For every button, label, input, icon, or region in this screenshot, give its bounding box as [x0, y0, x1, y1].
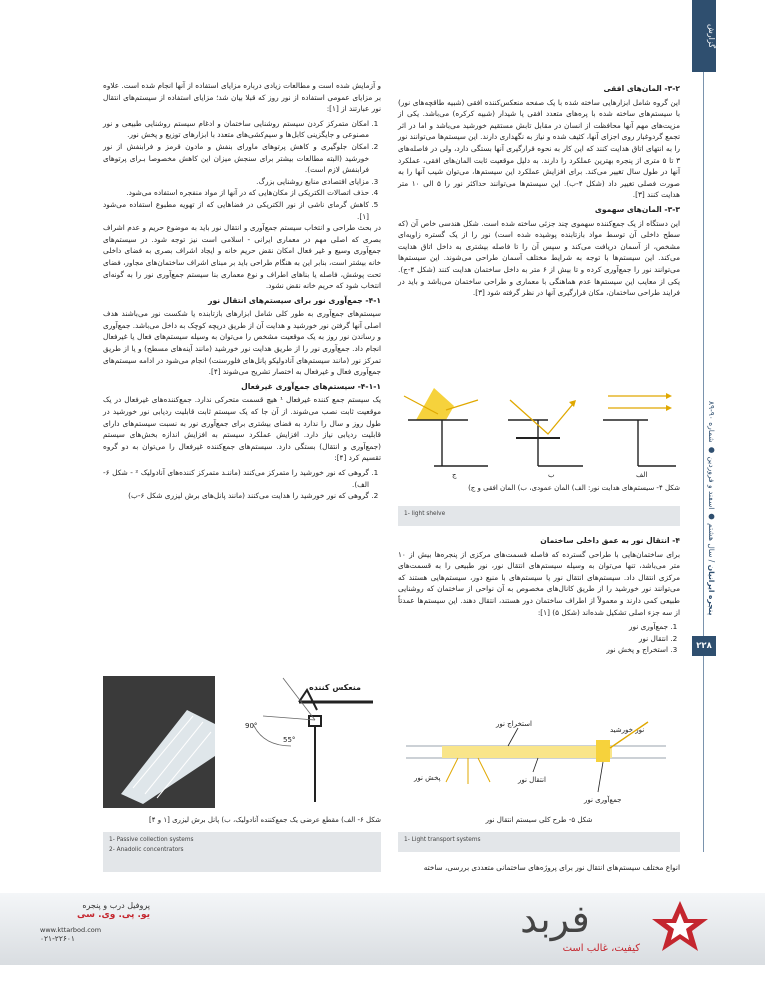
- list-item: 5. کاهش گرمای ناشی از نور الکتریکی در فضاهایی که از تهویه مطبوع استفاده می‌شود [۱].: [103, 199, 369, 222]
- heading-parabolic-elements: ۳-۳- المان‌های سهموی: [594, 204, 680, 214]
- label-diffusion: پخش نور: [414, 774, 441, 782]
- angle-55: 55°: [283, 736, 296, 744]
- advertisement-band: [0, 893, 765, 965]
- reflector-shape: [299, 690, 317, 710]
- ad-product-line: پروفیل درب و پنجره: [82, 901, 150, 910]
- para-tail: انواع مختلف سیستم‌های انتقال نور برای پروژه‌های ساختمانی متعددی بررسی، ساخته: [423, 863, 680, 872]
- label-reflector: منعکس کننده: [309, 683, 362, 692]
- figure-6-caption: شکل ۶- الف) مقطع عرضی یک جمع‌کننده آنادولیک، ب) پانل برش لیزری [۱ و ۴]: [149, 816, 381, 824]
- label-c: ج: [452, 471, 457, 479]
- figure-5: [398, 712, 680, 808]
- journal-sidebar: [692, 0, 716, 990]
- footnote-anadolic: 2- Anadolic concentrators: [109, 847, 184, 853]
- footnote-box-1: [398, 506, 680, 526]
- heading-horizontal-elements: ۳-۲- المان‌های افقی: [603, 84, 680, 93]
- footnote-light-shelve: 1- light shelve: [404, 511, 446, 517]
- transport-components-list: [398, 621, 680, 656]
- label-a: الف: [636, 471, 648, 479]
- angle-90: 90°: [245, 722, 258, 730]
- figure-6: [103, 676, 381, 808]
- list-item: 4. حذف اتصالات الکتریکی از مکان‌هایی که در آنها از مواد منفجره استفاده می‌شود.: [103, 187, 369, 199]
- heading-light-collection: ۴-۱- جمع‌آوری نور برای سیستم‌های انتقال نور: [208, 295, 381, 305]
- figure-5-diagram: [398, 712, 680, 808]
- brand-slogan: کیفیت، غالب است: [562, 943, 640, 954]
- diffuse-ray-1: [446, 758, 458, 782]
- journal-name: پنجره ایرانیان: [707, 564, 716, 616]
- list-item: 3. استخراج و پخش نور: [398, 644, 668, 656]
- label-extraction: استخراج نور: [496, 720, 532, 728]
- leader-transport: [533, 758, 538, 772]
- heading-light-transport: ۴- انتقال نور به عمق داخلی ساختمان: [540, 536, 680, 545]
- label-collection: جمع‌آوری نور: [584, 796, 622, 804]
- right-column-tail: [398, 862, 680, 877]
- list-item: 2. گروهی که نور خورشید را هدایت می‌کنند (مانند پانل‌های برش لیزری شکل ۶-ب): [103, 490, 369, 502]
- para-horizontal-elements: این گروه شامل ابزارهایی ساخته شده با یک صفحه منعکس‌کننده افقی (شبیه طاقچه‌های نور) با سیستم‌های ساخته شده با پره‌های متعدد افقی یا شیدار (شبیه کرکره) می‌باشد. یکی از مزیت‌های مهم آنها محافظت از انسان در مقابل تابش مستقیم خورشید می‌باشد و اما در اثر تجمع گردوغبار روی اجزای آنها، کثیف شده و نیاز به نگهداری دارند. این سیستم‌ها می‌توانند نور را به انتهای اتاق هدایت کنند که این کار به نحوه قرارگیری آنها بستگی دارد، ولی در فاصله‌های ۳ تا ۵ متری از پنجره بهترین عملکرد را دارند. به دلیل موقعیت ثابت المان‌های افقی، عملکرد آنها در طول سال تغییر می‌کند. برای افزایش عملکرد این سیستم‌ها، می‌توان شیب آنها را به صورت فصلی تغییر داد (شکل ۴-ب). این سیستم‌ها می‌توانند حداکثر نور را ۵ الی ۱۰ متر هدایت کنند [۳].: [398, 97, 680, 200]
- light-duct: [442, 746, 612, 758]
- para-passive-collection: یک سیستم جمع کننده غیرفعال ¹ هیچ قسمت متحرکی ندارد. جمع‌کننده‌های غیرفعال در یک موقعیت ثابت نصب می‌شوند. از آن جا که یک سیستم ثابت قابلیت ردیابی نور خورشید در طول روز و سال را ندارد به فضای بیشتری برای جمع‌آوری نور به نسبت سیستم‌های دارای قابلیت ردیابی نیاز دارد. افزایش عملکرد سیستم به افزایش اندازه بخش‌های سیستم (جمع‌آوری و انتقال) بستگی دارد. سیستم‌های جمع‌کننده غیرفعال را می‌توان به دو گروه تقسیم کرد [۴]:: [103, 395, 382, 463]
- aperture-box: [309, 716, 321, 726]
- page-number: ۲۲۸: [692, 636, 716, 656]
- figure-4-caption: شکل ۴- سیستم‌های هدایت نور: الف) المان عمودی، ب) المان افقی و ج): [468, 484, 680, 492]
- footnote-box-3: [103, 832, 381, 872]
- heading-passive-collection: ۴-۱-۱- سیستم‌های جمع‌آوری غیرفعال: [241, 381, 381, 391]
- ad-phone: ۰۲۱-۲۲۶۰۱: [40, 934, 75, 943]
- right-column-lower: [398, 532, 680, 656]
- figure-4-diagram: [398, 380, 680, 480]
- journal-info: [692, 388, 716, 628]
- arrow-a-2: [666, 405, 672, 411]
- ad-website[interactable]: www.kttarbod.com: [40, 926, 102, 934]
- right-column: [398, 80, 680, 302]
- collector-head: [596, 740, 610, 762]
- list-item: 2. امکان جلوگیری و کاهش پرتوهای ماورای بنفش و مادون قرمز و فرابنفش از نور خورشید (البته مطالعات بیشتر برای سنجش میزان این کاهش مخصوصا بـرای پرتوهای فرابنفش لازم است).: [103, 141, 369, 176]
- label-transport: انتقال نور: [518, 776, 546, 784]
- section-tab-label: گزارش: [707, 23, 716, 49]
- footnote-passive: 1- Passive collection systems: [109, 837, 194, 843]
- incidence-line-2: [263, 716, 315, 720]
- arrow-a-1: [666, 393, 672, 399]
- list-item: 2. انتقال نور: [398, 633, 668, 645]
- list-item: 1. گروهی که نور خورشید را متمرکز می‌کنند (ماننـد متمرکز کننده‌های آنادولیک ² - شکل ۶-الف).: [103, 467, 369, 490]
- ray-b: [510, 400, 573, 434]
- para-intro-benefits: و آزمایش شده است و مطالعات زیادی درباره مزایای استفاده از آنها انجام شده است. علاوه بر مزایای عمومی استفاده از نور روز که قبلا بیان شد؛ مزایای استفاده از سیستم‌های انتقال نور عبارتند از [۱]:: [103, 81, 381, 114]
- list-item: 3. مزایای اقتصادی منابع روشنایی بزرگ.: [103, 176, 369, 188]
- section-tab: [692, 0, 716, 72]
- para-light-transport: برای ساختمان‌هایی با طراحی گسترده که فاصله قسمت‌های مرکزی از پنجره‌ها بیش از ۱۰ متر می‌باشد، تنها می‌توان به وسیله سیستم‌های انتقال نور، نور طبیعی را به قسمت‌های مرکزی انتقال داد. سیستم‌های انتقال نور یا سیستم‌های با منبع دور، سیستم‌هایی هستند که می‌توانند نور خورشید را از طریق کانال‌های مخصوص به آن نواحی از ساختمان که روشنایی طبیعی کمی دارند و معمولاً از اطراف ساختمان دور هستند، انتقال دهند. این سیستم‌ها عمدتاً از سه جزء اصلی تشکیل شده‌اند (شکل ۵) [۱]:: [398, 549, 680, 617]
- para-privacy: در بحث طراحی و انتخاب سیستم جمع‌آوری و انتقال نور باید به موضوع حریم و عدم اشراف بصری که اصلی مهم در معماری ایرانی - اسلامی است نیز توجه شود. در سیستم‌های جمع‌آوری وسیع و غیر فعال امکان نقض حریم خانه و ایجاد اشراف بصری به فضای داخلی خانه بیشتر است، بنابر این به هنگام طراحی باید بر مبنای اشراف ساختمان‌های مجاور، فضای تحت پوشش، فاصله یا بناهای اطراف و نوع معماری بنا سیستم جمع‌آوری نور را به گونه‌ای انتخاب شود که حریم خانه نقض نشود.: [103, 223, 381, 291]
- figure-5-caption: شکل ۵- طرح کلی سیستم انتقال نور: [485, 816, 593, 824]
- leader-collection: [598, 762, 603, 792]
- brand-logo-text: فربد: [520, 897, 590, 941]
- footnote-box-2: [398, 832, 680, 852]
- diffuse-ray-3: [478, 758, 490, 782]
- ad-upvc: یو. پی. وی. سی: [77, 910, 150, 920]
- label-sun: نور خورشید: [610, 726, 645, 734]
- arrow-b: [569, 400, 576, 407]
- journal-details: / سال هشتم ● اسفند و فروردین ● شماره ۹۰-۸۹: [707, 400, 716, 565]
- left-column: [103, 80, 381, 502]
- list-item: 1. امکان متمرکز کردن سیستم روشنایی ساختمان و ادغام سیستم روشنایی طبیعی و نور مصنوعی و جایگزینی کابل‌ها و سیم‌کشی‌های متعدد با ابزارهای توزیع و پخش نور.: [103, 118, 369, 141]
- parabolic-collector-shape: [416, 388, 454, 420]
- para-light-collection: سیستم‌های جمع‌آوری به طور کلی شامل ابزارهای بازتابنده یا شکست نور می‌باشند هدف اصلی آنها گرفتن نور خورشید و هدایت آن از طریق دریچه کوچک به داخل می‌باشد. جمع‌آوری و رساندن نور روز به یک موقعیت مشخص را می‌توان به وسیله سیستم‌های فعال یا غیرفعال انجام داد. جمع‌آوری نور را از طریق هدایت نور خورشید (مانند آینه‌های مسطح) و یا از طریق تمرکز نور (مانند سیستم‌های آنادولیکو پانل‌های فلورسنت) انجام می‌شود در ادامه سیستم‌های جمع‌آوری فعال و غیرفعال به اختصار تشریح می‌شوند [۴].: [103, 309, 381, 377]
- leader-extraction: [508, 728, 518, 746]
- footnote-light-transport: 1- Light transport systems: [404, 837, 481, 843]
- figure-6-diagram: [103, 676, 381, 808]
- ad-contact: [40, 901, 150, 943]
- para-parabolic-elements: این دستگاه از یک جمع‌کننده سهموی چند جزئی ساخته شده است. شکل هندسی خاص آن (که سطح داخلی آن توسط مواد بازتابنده پوشیده شده است) نور را از یک گستره زاویه‌ای مشخص، از آسمان دریافت می‌کند و سپس آن را تا فاصله بیشتری به داخل اتاق هدایت می‌کند. این سیستم‌ها با توجه به شرایط مختلف آسمان طراحی می‌شوند. این سیستم‌ها می‌توانند نور را جمع‌آوری کرده و تا بیش از ۶ متر به داخل ساختمان هدایت کنند (شکل ۴-ج). یکی از معایب این سیستم‌ها عدم هماهنگی با معماری و طراحی ساختمان می‌باشد و باید در فرایند طراحی ساختمان، مکان قرارگیری آنها در نظر گرفته شود [۳].: [398, 218, 680, 298]
- label-b: ب: [548, 471, 555, 479]
- figure-4: [398, 380, 680, 480]
- benefits-list: [103, 118, 381, 222]
- list-item: 1. جمع‌آوری نور: [398, 621, 668, 633]
- passive-groups-list: [103, 467, 381, 502]
